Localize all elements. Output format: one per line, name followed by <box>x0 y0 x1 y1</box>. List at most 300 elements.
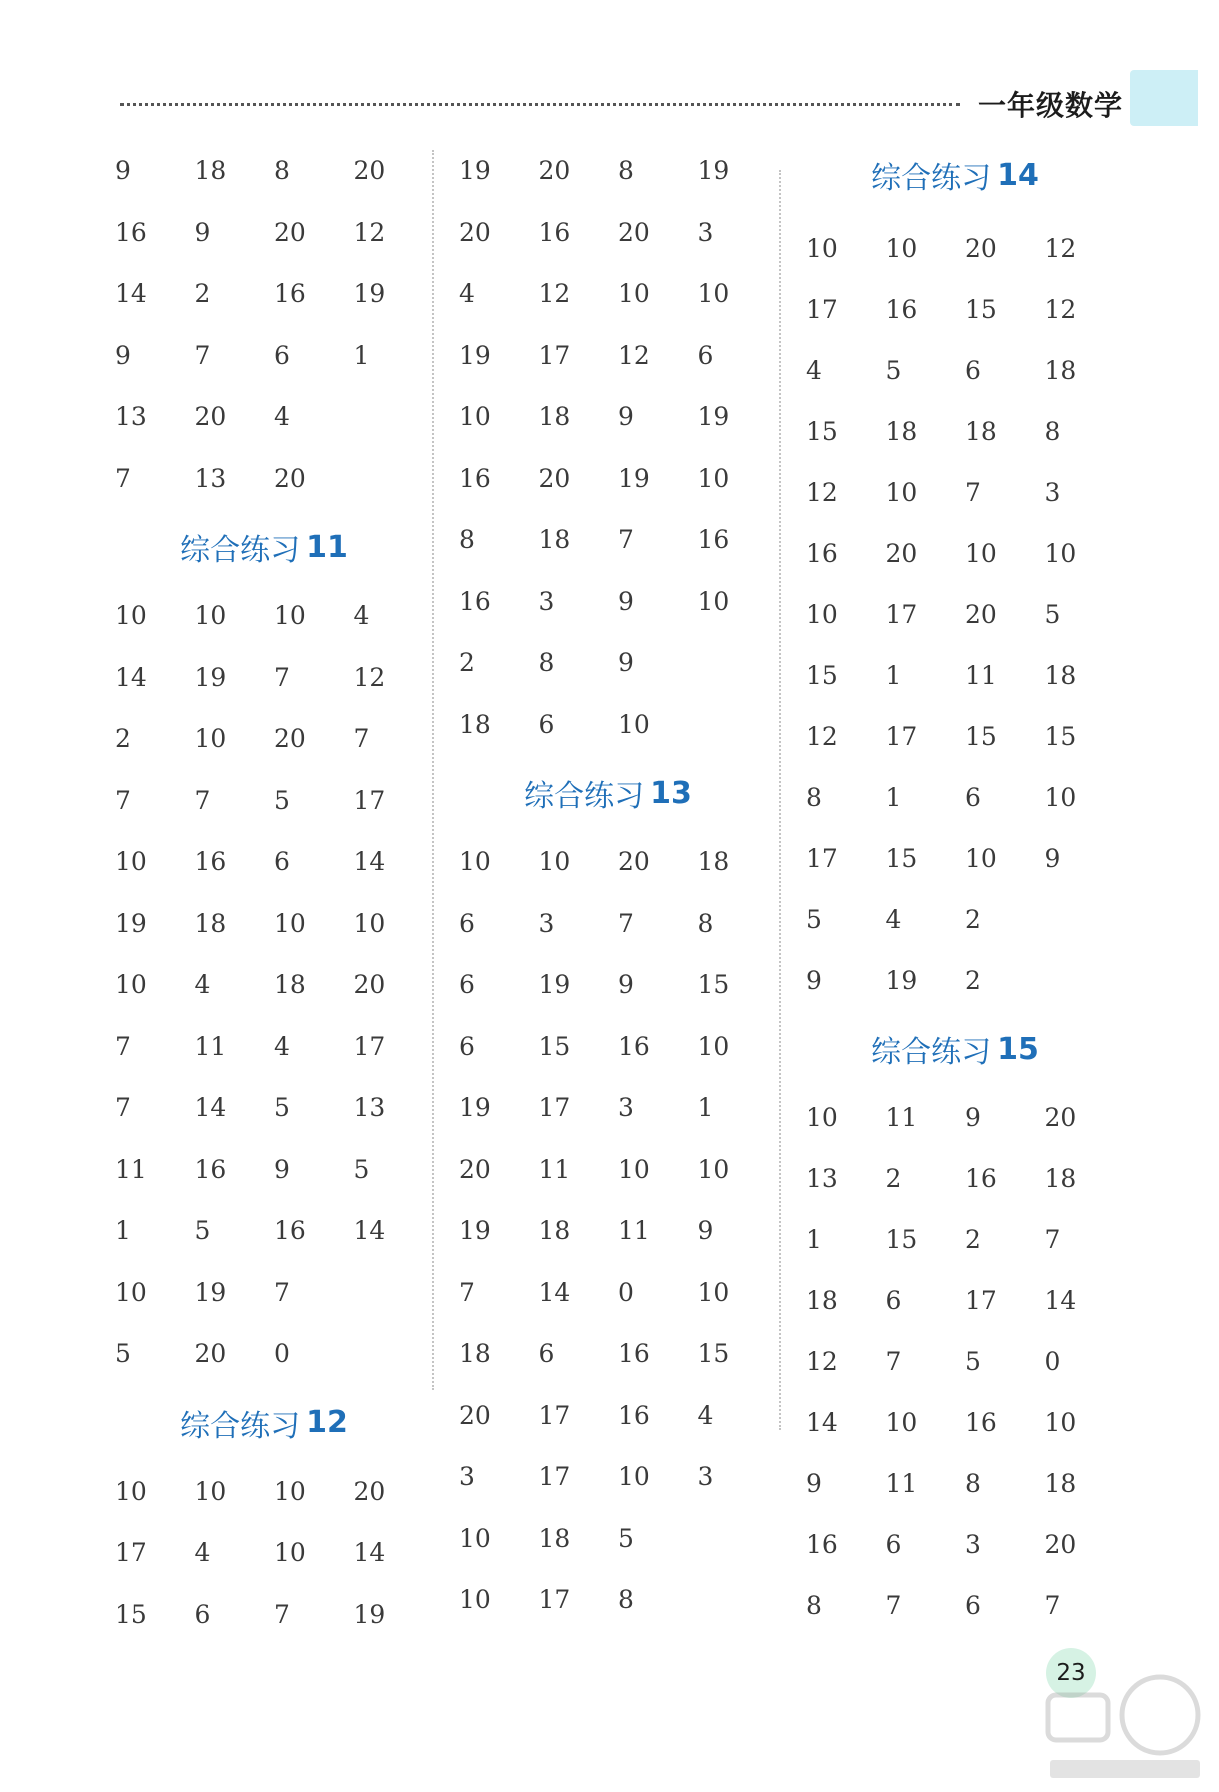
answer-value: 1 <box>697 1093 714 1123</box>
answer-value: 6 <box>459 1031 475 1061</box>
answer-row <box>115 140 433 202</box>
answer-value: 14 <box>353 1216 386 1246</box>
answer-value: 11 <box>885 1469 918 1498</box>
answer-value: 14 <box>353 847 386 877</box>
answer-row <box>806 1331 1124 1392</box>
section-heading-number: 15 <box>997 1031 1039 1067</box>
answer-value: 7 <box>274 662 290 692</box>
answer-row <box>115 647 433 709</box>
section-heading <box>806 140 1124 210</box>
answer-value: 11 <box>538 1154 571 1184</box>
answer-value: 6 <box>965 1591 981 1620</box>
answer-value: 16 <box>459 586 491 616</box>
answer-value: 20 <box>459 1400 491 1430</box>
answer-row <box>115 831 433 893</box>
answer-value: 0 <box>1044 1347 1061 1376</box>
answer-value: 10 <box>459 1585 491 1615</box>
answer-value: 9 <box>618 970 634 1000</box>
answer-value: 11 <box>115 1154 147 1184</box>
answer-value: 19 <box>194 662 227 692</box>
answer-value: 6 <box>459 908 475 938</box>
answer-value: 10 <box>115 601 147 631</box>
section-heading-label: 综合练习 <box>871 1035 992 1070</box>
answer-row <box>806 645 1124 706</box>
answer-value: 2 <box>965 1225 981 1254</box>
answer-value: 17 <box>353 785 386 815</box>
answer-row <box>806 1453 1124 1514</box>
answer-value: 10 <box>1044 1408 1077 1437</box>
answer-row <box>806 767 1124 828</box>
answer-value: 18 <box>194 156 227 186</box>
section-heading <box>806 1011 1124 1087</box>
answer-row <box>459 1200 777 1262</box>
answer-value: 9 <box>115 156 131 186</box>
answer-value: 18 <box>1044 661 1077 690</box>
answer-value: 5 <box>1044 600 1061 629</box>
answer-row <box>115 1200 433 1262</box>
answer-value: 14 <box>538 1277 571 1307</box>
answer-value: 10 <box>274 601 306 631</box>
answer-value: 2 <box>459 648 475 678</box>
answer-value: 18 <box>194 908 227 938</box>
answer-value: 14 <box>115 662 147 692</box>
answer-value: 10 <box>1044 539 1077 568</box>
answer-column-1 <box>115 140 433 1645</box>
answer-value: 17 <box>806 844 838 873</box>
answer-value: 7 <box>274 1277 290 1307</box>
answer-value: 15 <box>965 722 997 751</box>
answer-value: 20 <box>274 217 306 247</box>
answer-value: 7 <box>115 1093 131 1123</box>
answer-row <box>459 202 777 264</box>
answer-value: 12 <box>806 478 838 507</box>
answer-row <box>459 140 777 202</box>
answer-value: 10 <box>459 402 491 432</box>
answer-value: 6 <box>538 709 555 739</box>
answer-value: 16 <box>806 539 838 568</box>
answer-row <box>459 263 777 325</box>
answer-value: 19 <box>115 908 147 938</box>
answer-value: 15 <box>538 1031 571 1061</box>
answer-value: 1 <box>806 1225 822 1254</box>
answer-value: 16 <box>538 217 571 247</box>
answer-value: 5 <box>194 1216 211 1246</box>
answer-value: 18 <box>1044 356 1077 385</box>
answer-value: 19 <box>697 402 730 432</box>
answer-value: 8 <box>618 156 634 186</box>
answer-value: 18 <box>538 525 571 555</box>
answer-value: 10 <box>806 234 838 263</box>
answer-value: 12 <box>1044 234 1077 263</box>
answer-value: 5 <box>115 1339 131 1369</box>
answer-value: 19 <box>697 156 730 186</box>
answer-value: 4 <box>459 279 475 309</box>
answer-value: 9 <box>965 1103 981 1132</box>
answer-value: 1 <box>353 340 370 370</box>
answer-value: 14 <box>353 1538 386 1568</box>
answer-value: 14 <box>1044 1286 1077 1315</box>
answer-value: 1 <box>885 783 902 812</box>
answer-value: 15 <box>115 1599 147 1629</box>
answer-value: 8 <box>806 1591 822 1620</box>
answer-row <box>115 708 433 770</box>
answer-value: 17 <box>538 1093 571 1123</box>
section-heading-label: 综合练习 <box>871 161 992 196</box>
answer-value: 0 <box>274 1339 290 1369</box>
answer-value: 0 <box>618 1277 634 1307</box>
answer-row <box>459 509 777 571</box>
answer-value: 10 <box>697 1277 730 1307</box>
answer-value: 7 <box>965 478 981 507</box>
answer-row <box>806 1270 1124 1331</box>
answer-value: 17 <box>885 600 918 629</box>
answer-row <box>806 523 1124 584</box>
answer-value: 4 <box>353 601 370 631</box>
answer-value: 10 <box>697 279 730 309</box>
answer-value: 8 <box>1044 417 1061 446</box>
answer-value: 15 <box>885 844 918 873</box>
answer-value: 4 <box>697 1400 714 1430</box>
answer-value: 10 <box>459 847 491 877</box>
answer-value: 7 <box>1044 1591 1061 1620</box>
answer-value: 3 <box>618 1093 634 1123</box>
answer-value: 12 <box>806 722 838 751</box>
answer-value: 2 <box>965 966 981 995</box>
answer-value: 20 <box>618 847 650 877</box>
answer-value: 8 <box>965 1469 981 1498</box>
answer-row <box>806 828 1124 889</box>
answer-value: 6 <box>274 340 290 370</box>
answer-value: 17 <box>806 295 838 324</box>
answer-value: 17 <box>115 1538 147 1568</box>
answer-value: 3 <box>538 908 555 938</box>
answer-value: 18 <box>459 1339 491 1369</box>
answer-row <box>459 325 777 387</box>
answer-value: 10 <box>885 1408 918 1437</box>
answer-row <box>806 1148 1124 1209</box>
answer-value: 16 <box>618 1400 650 1430</box>
answer-value: 10 <box>965 539 997 568</box>
answer-value: 20 <box>1044 1103 1077 1132</box>
answer-value: 5 <box>618 1523 634 1553</box>
answer-value: 9 <box>1044 844 1061 873</box>
answer-value: 6 <box>885 1530 902 1559</box>
answer-value: 16 <box>115 217 147 247</box>
answer-value: 18 <box>274 970 306 1000</box>
answer-row <box>806 218 1124 279</box>
answer-value: 18 <box>459 709 491 739</box>
section-heading <box>459 755 777 831</box>
answer-value: 8 <box>274 156 290 186</box>
answer-row <box>459 1569 777 1631</box>
page-number: 23 <box>1046 1648 1096 1698</box>
answer-row <box>459 1139 777 1201</box>
answer-value: 7 <box>194 340 211 370</box>
answer-value: 9 <box>806 966 822 995</box>
answer-value: 20 <box>274 463 306 493</box>
answer-row <box>115 1584 433 1646</box>
answer-row <box>115 1139 433 1201</box>
answer-row <box>459 1323 777 1385</box>
answer-value: 7 <box>115 1031 131 1061</box>
answer-value: 19 <box>618 463 650 493</box>
answer-value: 16 <box>274 1216 306 1246</box>
answer-row <box>459 1077 777 1139</box>
answer-row <box>115 325 433 387</box>
answer-row <box>459 448 777 510</box>
answer-value: 10 <box>806 1103 838 1132</box>
answer-value: 10 <box>618 1154 650 1184</box>
answer-value: 2 <box>115 724 131 754</box>
answer-row <box>115 1461 433 1523</box>
answer-value: 14 <box>194 1093 227 1123</box>
answer-row <box>115 202 433 264</box>
answer-value: 20 <box>459 1154 491 1184</box>
answer-value: 10 <box>806 600 838 629</box>
answer-value: 16 <box>965 1164 997 1193</box>
answer-value: 12 <box>353 217 386 247</box>
answer-value: 6 <box>885 1286 902 1315</box>
page-header-title: 一年级数学 <box>978 89 1124 122</box>
answer-value: 4 <box>806 356 822 385</box>
answer-value: 6 <box>965 356 981 385</box>
answer-row <box>806 340 1124 401</box>
answer-value: 3 <box>538 586 555 616</box>
answer-row <box>459 954 777 1016</box>
answer-value: 20 <box>1044 1530 1077 1559</box>
answer-value: 9 <box>194 217 211 247</box>
answer-value: 10 <box>194 1476 227 1506</box>
answer-value: 5 <box>806 905 822 934</box>
answer-value: 19 <box>459 1093 491 1123</box>
answer-value: 11 <box>885 1103 918 1132</box>
answer-row <box>806 279 1124 340</box>
answer-value: 2 <box>965 905 981 934</box>
answer-value: 7 <box>459 1277 475 1307</box>
answer-value: 12 <box>806 1347 838 1376</box>
answer-row <box>459 1446 777 1508</box>
answer-row <box>806 706 1124 767</box>
answer-value: 17 <box>353 1031 386 1061</box>
answer-value: 5 <box>353 1154 370 1184</box>
answer-value: 10 <box>885 234 918 263</box>
answer-value: 7 <box>618 908 634 938</box>
answer-value: 1 <box>115 1216 131 1246</box>
answer-row <box>115 1262 433 1324</box>
answer-value: 16 <box>885 295 918 324</box>
answer-value: 3 <box>965 1530 981 1559</box>
answer-value: 20 <box>353 156 386 186</box>
answer-value: 5 <box>274 785 290 815</box>
answer-value: 3 <box>697 217 714 247</box>
answer-value: 19 <box>538 970 571 1000</box>
answer-value: 1 <box>885 661 902 690</box>
answer-value: 18 <box>1044 1469 1077 1498</box>
answer-value: 6 <box>194 1599 211 1629</box>
answer-value: 10 <box>115 1277 147 1307</box>
answer-value: 10 <box>885 478 918 507</box>
header-tab-decoration <box>1130 70 1198 126</box>
answer-value: 16 <box>618 1031 650 1061</box>
answer-row <box>115 585 433 647</box>
answer-value: 10 <box>115 1476 147 1506</box>
answer-row <box>806 950 1124 1011</box>
answer-value: 8 <box>806 783 822 812</box>
answer-value: 11 <box>965 661 997 690</box>
answer-value: 10 <box>697 586 730 616</box>
answer-value: 12 <box>538 279 571 309</box>
column-separator <box>779 170 781 1430</box>
section-heading-label: 综合练习 <box>180 1408 301 1444</box>
answer-value: 15 <box>885 1225 918 1254</box>
answer-value: 10 <box>274 1476 306 1506</box>
answer-value: 15 <box>697 970 730 1000</box>
answer-value: 10 <box>194 724 227 754</box>
answer-value: 20 <box>965 234 997 263</box>
answer-value: 2 <box>885 1164 902 1193</box>
answer-value: 10 <box>618 279 650 309</box>
answer-value: 10 <box>115 970 147 1000</box>
answer-value: 7 <box>618 525 634 555</box>
answer-value: 15 <box>965 295 997 324</box>
answer-row <box>806 889 1124 950</box>
answer-value: 20 <box>194 1339 227 1369</box>
answer-value: 10 <box>274 1538 306 1568</box>
answer-value: 10 <box>1044 783 1077 812</box>
answer-value: 7 <box>115 785 131 815</box>
answer-value: 16 <box>965 1408 997 1437</box>
answer-value: 19 <box>459 1216 491 1246</box>
answer-row <box>459 1508 777 1570</box>
answer-value: 13 <box>806 1164 838 1193</box>
answer-value: 6 <box>965 783 981 812</box>
answer-value: 17 <box>885 722 918 751</box>
answer-row <box>459 1016 777 1078</box>
answer-value: 11 <box>194 1031 227 1061</box>
answer-value: 10 <box>115 847 147 877</box>
answer-row <box>806 584 1124 645</box>
answer-value: 5 <box>965 1347 981 1376</box>
answer-value: 10 <box>965 844 997 873</box>
answer-value: 7 <box>353 724 370 754</box>
answer-row <box>806 1575 1124 1636</box>
answer-value: 20 <box>353 1476 386 1506</box>
answer-value: 9 <box>806 1469 822 1498</box>
answer-row <box>459 386 777 448</box>
answer-value: 18 <box>1044 1164 1077 1193</box>
answer-value: 4 <box>194 970 211 1000</box>
answer-value: 16 <box>806 1530 838 1559</box>
answer-value: 9 <box>697 1216 714 1246</box>
answer-row <box>115 1522 433 1584</box>
answer-value: 12 <box>353 662 386 692</box>
answer-value: 6 <box>459 970 475 1000</box>
answer-value: 18 <box>885 417 918 446</box>
answer-value: 10 <box>274 908 306 938</box>
answer-value: 20 <box>538 156 571 186</box>
answer-row <box>115 1077 433 1139</box>
answer-row <box>806 1087 1124 1148</box>
section-heading <box>115 509 433 585</box>
answer-row <box>806 1514 1124 1575</box>
answer-row <box>115 954 433 1016</box>
answer-value: 7 <box>115 463 131 493</box>
answer-row <box>459 694 777 756</box>
answer-row <box>806 462 1124 523</box>
answer-value: 17 <box>538 1585 571 1615</box>
answer-row <box>459 571 777 633</box>
answer-row <box>115 1323 433 1385</box>
answer-value: 12 <box>618 340 650 370</box>
answer-value: 3 <box>459 1462 475 1492</box>
section-heading-label: 综合练习 <box>180 533 301 568</box>
answer-value: 19 <box>353 279 386 309</box>
answer-value: 17 <box>965 1286 997 1315</box>
answer-value: 4 <box>274 402 290 432</box>
section-heading-number: 13 <box>650 775 692 811</box>
section-heading-label: 综合练习 <box>524 779 645 814</box>
answer-value: 3 <box>1044 478 1061 507</box>
section-heading-number: 12 <box>306 1405 348 1440</box>
answer-row <box>115 448 433 510</box>
section-heading <box>115 1385 433 1461</box>
answer-value: 15 <box>697 1339 730 1369</box>
answer-value: 8 <box>697 908 714 938</box>
answer-value: 17 <box>538 1400 571 1430</box>
answer-value: 10 <box>194 601 227 631</box>
answer-value: 6 <box>697 340 714 370</box>
answer-value: 18 <box>538 402 571 432</box>
answer-value: 7 <box>885 1347 902 1376</box>
answer-value: 12 <box>1044 295 1077 324</box>
answer-value: 10 <box>353 908 386 938</box>
answer-value: 15 <box>1044 722 1077 751</box>
answer-value: 6 <box>274 847 290 877</box>
answer-value: 5 <box>274 1093 290 1123</box>
answer-row <box>459 893 777 955</box>
answer-value: 5 <box>885 356 902 385</box>
answer-value: 11 <box>618 1216 650 1246</box>
answer-value: 10 <box>538 847 571 877</box>
answer-value: 14 <box>806 1408 838 1437</box>
answer-value: 9 <box>115 340 131 370</box>
answer-value: 16 <box>194 1154 227 1184</box>
answer-value: 6 <box>538 1339 555 1369</box>
answer-value: 4 <box>885 905 902 934</box>
answer-value: 15 <box>806 661 838 690</box>
answer-value: 10 <box>697 1154 730 1184</box>
answer-value: 19 <box>353 1599 386 1629</box>
answer-value: 16 <box>618 1339 650 1369</box>
answer-value: 13 <box>353 1093 386 1123</box>
answer-value: 9 <box>618 648 634 678</box>
answer-value: 8 <box>618 1585 634 1615</box>
answer-value: 4 <box>274 1031 290 1061</box>
header-divider <box>120 103 960 106</box>
answer-value: 3 <box>697 1462 714 1492</box>
answer-value: 13 <box>115 402 147 432</box>
answer-value: 19 <box>194 1277 227 1307</box>
answer-value: 20 <box>353 970 386 1000</box>
answer-value: 4 <box>194 1538 211 1568</box>
answer-value: 16 <box>194 847 227 877</box>
answer-value: 20 <box>538 463 571 493</box>
answer-value: 18 <box>965 417 997 446</box>
section-heading-number: 14 <box>997 157 1039 193</box>
answer-value: 9 <box>274 1154 290 1184</box>
answer-value: 20 <box>459 217 491 247</box>
answer-value: 20 <box>618 217 650 247</box>
